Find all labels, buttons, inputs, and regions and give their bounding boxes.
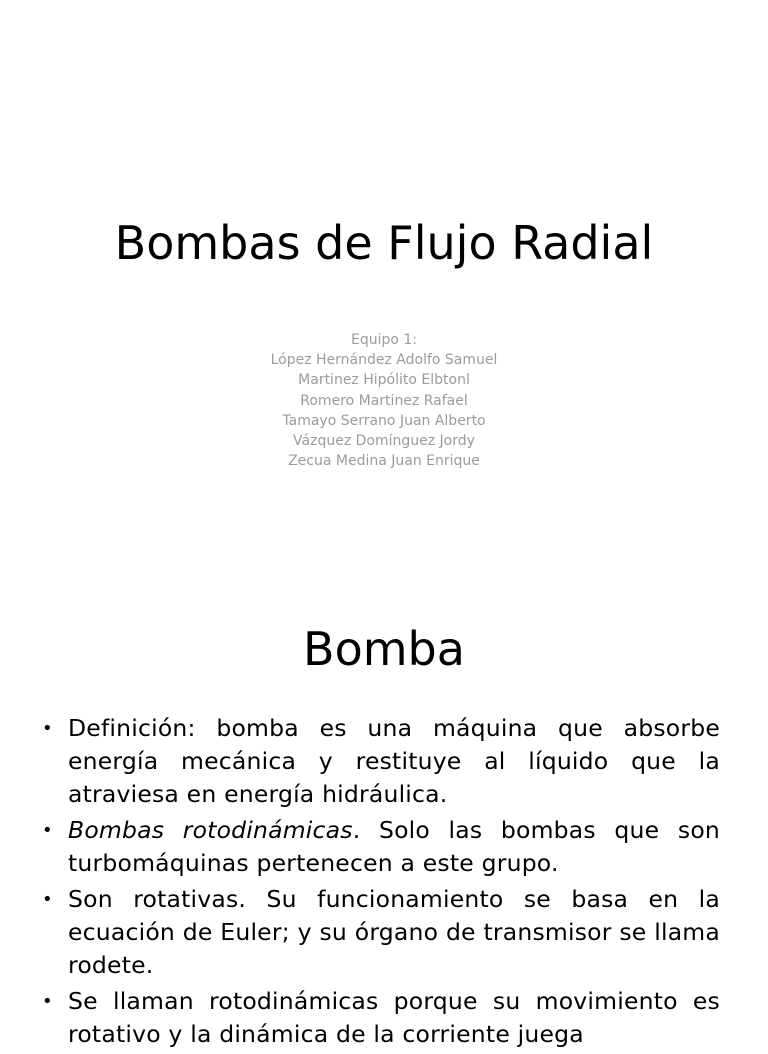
bullet-list [42, 712, 720, 1054]
author-list [0, 330, 768, 471]
bullet-text: . Solo las bombas que son turbomáquinas pertenecen a este grupo. [68, 816, 720, 877]
team-label: Equipo 1: [350, 332, 418, 348]
author-name: Vázquez Domínguez Jordy [293, 433, 475, 450]
bullet-icon: • [42, 820, 53, 841]
slide-title: Bomba [303, 622, 465, 676]
presentation-title: Bombas de Flujo Radial [114, 216, 654, 270]
author-name: Zecua Medina Juan Enrique [288, 453, 480, 470]
bullet-item [42, 814, 720, 880]
bullet-text: Se llaman rotodinámicas porque su movimiento es rotativo y la dinámica de la corriente juega [68, 987, 720, 1048]
bullet-icon: • [42, 991, 53, 1012]
bullet-text: Son rotativas. Su funcionamiento se basa en la ecuación de Euler; y su órgano de transmisor se llama rodete. [68, 885, 720, 979]
author-name: Romero Martinez Rafael [300, 392, 468, 409]
author-name: Tamayo Serrano Juan Alberto [282, 412, 486, 429]
author-name: Martinez Hipólito Elbtonl [298, 372, 470, 389]
bullet-item [42, 883, 720, 982]
content-slide [0, 576, 768, 1048]
bullet-icon: • [42, 889, 53, 910]
bullet-text: Definición: bomba es una máquina que absorbe energía mecánica y restituye al líquido que la atraviesa en energía hidráulica. [68, 714, 720, 808]
author-name: López Hernández Adolfo Samuel [270, 352, 498, 369]
bullet-item [42, 985, 720, 1051]
bullet-item [42, 712, 720, 811]
bullet-icon: • [42, 718, 53, 739]
bullet-emphasis: Bombas rotodinámicas [68, 816, 353, 844]
